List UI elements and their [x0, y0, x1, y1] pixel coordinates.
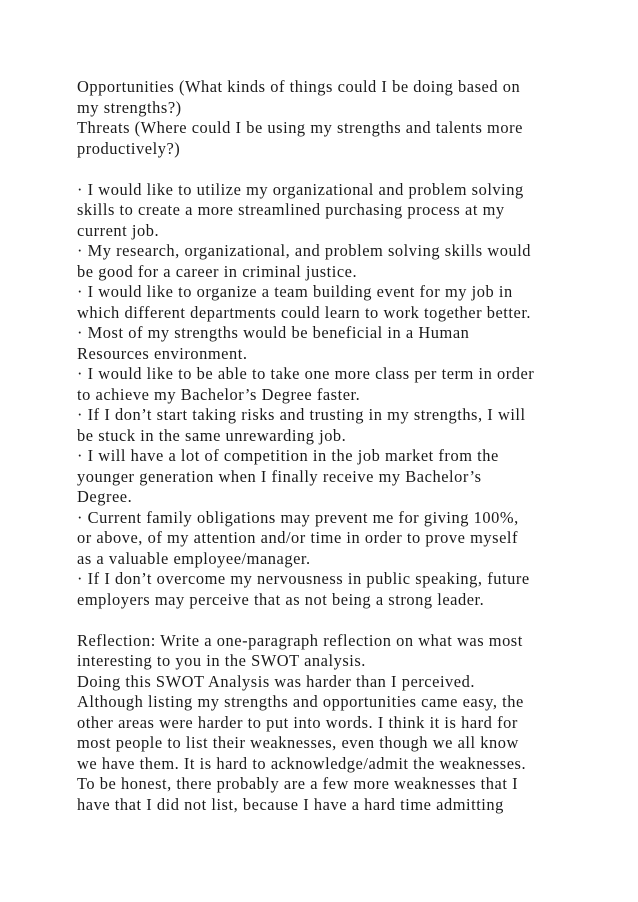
- blank-line: [77, 610, 577, 631]
- text-line: Doing this SWOT Analysis was harder than I perceived.: [77, 671, 476, 691]
- text-line: current job.: [77, 220, 160, 240]
- text-line: interesting to you in the SWOT analysis.: [77, 651, 366, 670]
- text-line: · My research, organizational, and problem solving skills would: [77, 241, 532, 260]
- text-line: be stuck in the same unrewarding job.: [77, 425, 347, 445]
- text-line: my strengths?): [77, 97, 182, 117]
- text-line: · If I don’t start taking risks and trusting in my strengths, I will: [77, 405, 526, 424]
- text-line: · Current family obligations may prevent me for giving 100%,: [77, 507, 519, 527]
- text-line: employers may perceive that as not being a strong leader.: [77, 589, 485, 609]
- text-line: Although listing my strengths and opportunities came easy, the: [77, 692, 524, 711]
- blank-line: [77, 159, 577, 180]
- document-body: [77, 77, 577, 815]
- text-line: other areas were harder to put into words. I think it is hard for: [77, 712, 518, 732]
- text-line: · I would like to utilize my organizational and problem solving: [77, 179, 524, 199]
- text-line: younger generation when I finally receive my Bachelor’s: [77, 466, 482, 486]
- text-line: Resources environment.: [77, 343, 248, 363]
- text-line: · I will have a lot of competition in the job market from the: [77, 446, 499, 465]
- text-line: Degree.: [77, 487, 133, 506]
- text-line: Threats (Where could I be using my strengths and talents more: [77, 118, 523, 137]
- text-line: · If I don’t overcome my nervousness in public speaking, future: [77, 569, 530, 588]
- text-line: have that I did not list, because I have a hard time admitting: [77, 794, 504, 814]
- text-line: · I would like to be able to take one more class per term in order: [77, 364, 535, 383]
- text-line: To be honest, there probably are a few more weaknesses that I: [77, 774, 519, 793]
- text-line: · Most of my strengths would be beneficial in a Human: [77, 323, 470, 342]
- text-line: or above, of my attention and/or time in order to prove myself: [77, 528, 519, 547]
- text-line: Reflection: Write a one-paragraph reflection on what was most: [77, 630, 523, 650]
- text-line: which different departments could learn to work together better.: [77, 302, 532, 322]
- text-line: most people to list their weaknesses, even though we all know: [77, 733, 519, 752]
- text-line: · I would like to organize a team building event for my job in: [77, 282, 513, 301]
- text-line: productively?): [77, 138, 181, 158]
- text-line: Opportunities (What kinds of things could I be doing based on: [77, 77, 521, 96]
- text-line: to achieve my Bachelor’s Degree faster.: [77, 384, 361, 404]
- text-line: we have them. It is hard to acknowledge/admit the weaknesses.: [77, 753, 527, 773]
- text-line: as a valuable employee/manager.: [77, 548, 311, 568]
- text-line: skills to create a more streamlined purchasing process at my: [77, 200, 505, 219]
- text-line: be good for a career in criminal justice.: [77, 261, 358, 281]
